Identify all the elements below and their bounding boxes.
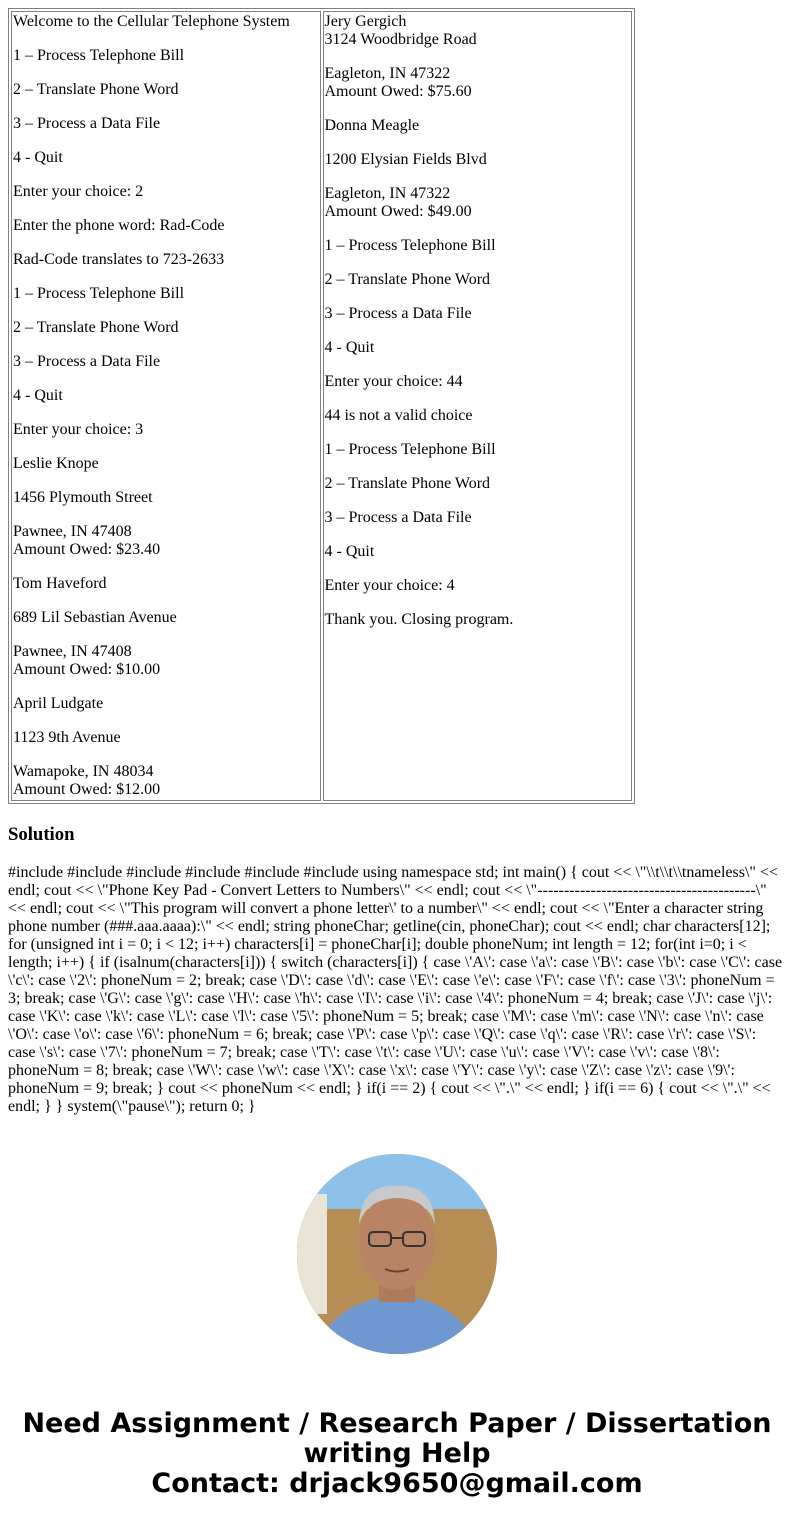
output-line: 3 – Process a Data File [13,115,161,132]
output-line: Tom Haveford [13,575,107,592]
output-paragraph [13,319,319,337]
output-line: Amount Owed: $75.60 [324,83,472,100]
output-paragraph [325,373,631,391]
output-paragraph [13,387,319,405]
output-paragraph [13,149,319,167]
output-paragraph [13,217,319,235]
output-line: Amount Owed: $23.40 [13,541,161,558]
output-right-cell [323,11,633,801]
output-line: Amount Owed: $49.00 [324,203,472,220]
output-paragraph [325,441,631,459]
output-line: Eagleton, IN 47322 [324,185,451,202]
output-line: Pawnee, IN 47408 [13,643,132,660]
output-paragraph [325,117,631,135]
output-paragraph [325,543,631,561]
output-paragraph [13,81,319,99]
output-line: Enter the phone word: Rad-Code [13,217,225,234]
output-line: Amount Owed: $12.00 [13,781,161,798]
output-paragraph [325,339,631,357]
output-line: 3 – Process a Data File [324,509,472,526]
output-paragraph [325,407,631,425]
output-line: 3 – Process a Data File [324,305,472,322]
output-paragraph [13,695,319,713]
output-line: 3124 Woodbridge Road [324,31,477,48]
output-line: Pawnee, IN 47408 [13,523,132,540]
output-line: 1456 Plymouth Street [13,489,153,506]
output-paragraph [13,183,319,201]
output-line: 2 – Translate Phone Word [324,475,491,492]
output-line: 1 – Process Telephone Bill [324,237,496,254]
output-line: Enter your choice: 4 [324,577,455,594]
output-line: Leslie Knope [13,455,99,472]
output-line: 4 - Quit [13,387,63,404]
output-paragraph [13,251,319,269]
output-paragraph [13,643,319,679]
output-line: 4 - Quit [13,149,63,166]
output-line: 4 - Quit [324,543,375,560]
output-paragraph [13,421,319,439]
output-paragraph [13,523,319,559]
output-line: 4 - Quit [324,339,375,356]
solution-heading: Solution [8,824,75,845]
program-output-table [8,8,635,804]
output-line: Rad-Code translates to 723-2633 [13,251,225,268]
output-paragraph [13,489,319,507]
footer-contact: Contact: drjack9650@gmail.com [151,1468,643,1499]
author-avatar [297,1154,497,1354]
output-line: Eagleton, IN 47322 [324,65,451,82]
output-line: 2 – Translate Phone Word [13,81,179,98]
output-paragraph [325,65,631,101]
output-line: 2 – Translate Phone Word [13,319,179,336]
output-line: 1 – Process Telephone Bill [324,441,496,458]
output-paragraph [325,271,631,289]
output-paragraph [13,729,319,747]
output-paragraph [13,115,319,133]
output-left-cell [11,11,321,801]
output-paragraph [13,13,319,31]
output-line: 1 – Process Telephone Bill [13,47,185,64]
output-paragraph [325,305,631,323]
output-line: 1123 9th Avenue [13,729,121,746]
footer-line: Need Assignment / Research Paper / Dissertation [22,1408,772,1439]
contact-footer [8,1409,786,1499]
output-paragraph [13,285,319,303]
output-paragraph [325,577,631,595]
output-paragraph [325,509,631,527]
output-paragraph [13,455,319,473]
output-paragraph [325,13,631,49]
output-line: Enter your choice: 2 [13,183,144,200]
output-line: April Ludgate [13,695,104,712]
solution-code: #include #include #include #include #include #include using namespace std; int main() { cout << \"\\t\\t\\tnameless\" << endl; cout << \"Phone Key Pad - Convert Letters to Numbers\" << endl; cout << \"-----------------------------------------\" << endl; cout << \"This program will convert a phone letter\' to a number\" << endl; cout << \"Enter a character string phone number (###.aaa.aaaa):\" << endl; string phoneChar; getline(cin, phoneChar); cout << endl; char characters[12]; for (unsigned int i = 0; i < 12; i++) characters[i] = phoneChar[i]; double phoneNum; int length = 12; for(int i=0; i < length; i++) { if (isalnum(characters[i])) { switch (characters[i]) { case \'A\': case \'a\': case \'B\': case \'b\': case \'C\': case \'c\': case \'2\': phoneNum = 2; break; case \'D\': case \'d\': case \'E\': case \'e\': case \'F\': case \'f\': case \'3\': phoneNum = 3; break; case \'G\': case \'g\': case \'H\': case \'h\': case \'I\': case \'i\': case \'4\': phoneNum = 4; break; case \'J\': case \'j\': case \'K\': case \'k\': case \'L\': case \'l\': case \'5\': phoneNum = 5; break; case \'M\': case \'m\': case \'N\': case \'n\': case \'O\': case \'o\': case \'6\': phoneNum = 6; break; case \'P\': case \'p\': case \'Q\': case \'q\': case \'R\': case \'r\': case \'S\': case \'s\': case \'7\': phoneNum = 7; break; case \'T\': case \'t\': case \'U\': case \'u\': case \'V\': case \'v\': case \'8\': phoneNum = 8; break; case \'W\': case \'w\': case \'X\': case \'x\': case \'Y\': case \'y\': case \'Z\': case \'z\': case \'9\': phoneNum = 9; break; } cout << phoneNum << endl; } if(i == 2) { cout << \".\" << endl; } if(i == 6) { cout << \".\" << endl; } } system(\"pause\"); return 0; } [8,864,783,1115]
output-line: 44 is not a valid choice [324,407,473,424]
footer-line: writing Help [303,1438,491,1469]
output-paragraph [13,47,319,65]
output-line: Amount Owed: $10.00 [13,661,161,678]
output-line: Thank you. Closing program. [324,611,514,628]
output-line: Enter your choice: 3 [13,421,144,438]
output-line: 2 – Translate Phone Word [324,271,491,288]
output-paragraph [325,185,631,221]
output-line: 689 Lil Sebastian Avenue [13,609,177,626]
output-line: Wamapoke, IN 48034 [13,763,154,780]
output-line: 3 – Process a Data File [13,353,161,370]
output-paragraph [13,609,319,627]
output-line: 1200 Elysian Fields Blvd [324,151,487,168]
output-paragraph [13,763,319,799]
output-paragraph [13,353,319,371]
output-line: 1 – Process Telephone Bill [13,285,185,302]
output-paragraph [325,475,631,493]
output-paragraph [325,611,631,629]
output-line: Donna Meagle [324,117,420,134]
output-line: Enter your choice: 44 [324,373,463,390]
output-line: Welcome to the Cellular Telephone System [13,13,290,30]
output-paragraph [325,151,631,169]
output-paragraph [325,237,631,255]
output-paragraph [13,575,319,593]
output-line: Jery Gergich [324,13,407,30]
